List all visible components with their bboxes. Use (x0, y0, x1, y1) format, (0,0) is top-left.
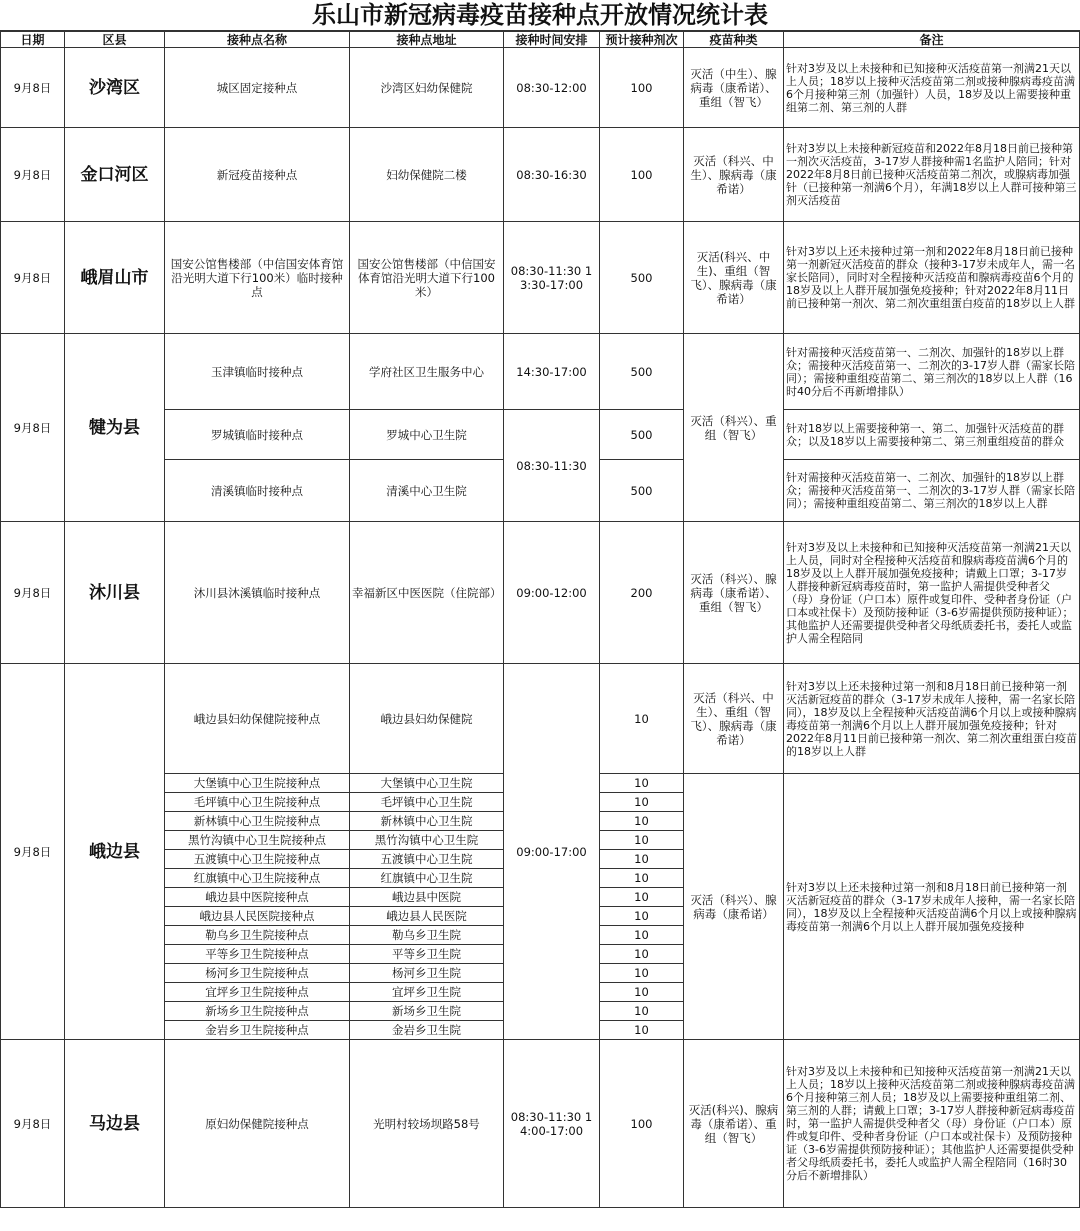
cell-site-address: 金岩乡卫生院 (350, 1021, 504, 1040)
cell-site-address: 峨边县妇幼保健院 (350, 664, 504, 774)
page-title: 乐山市新冠病毒疫苗接种点开放情况统计表 (0, 0, 1080, 31)
cell-site-name: 宜坪乡卫生院接种点 (165, 983, 350, 1002)
cell-doses: 10 (600, 907, 684, 926)
cell-date: 9月8日 (1, 128, 65, 222)
table-row (1, 128, 1080, 222)
cell-site-address: 国安公馆售楼部（中信国安体育馆沿光明大道下行100米） (350, 222, 504, 334)
cell-time: 08:30-11:30 13:30-17:00 (504, 222, 600, 334)
cell-site-address: 清溪中心卫生院 (350, 460, 504, 522)
cell-site-address: 学府社区卫生服务中心 (350, 334, 504, 410)
cell-site-name: 平等乡卫生院接种点 (165, 945, 350, 964)
cell-site-address: 大堡镇中心卫生院 (350, 774, 504, 793)
vaccination-table (0, 31, 1080, 1208)
cell-site-address: 黑竹沟镇中心卫生院 (350, 831, 504, 850)
cell-site-name: 沐川县沐溪镇临时接种点 (165, 522, 350, 664)
cell-site-address: 毛坪镇中心卫生院 (350, 793, 504, 812)
cell-site-name: 原妇幼保健院接种点 (165, 1040, 350, 1208)
cell-date: 9月8日 (1, 48, 65, 128)
cell-note: 针对3岁以上还未接种过第一剂和8月18日前已接种第一剂灭活新冠疫苗的群众（3-17岁未成年人接种，需一名家长陪同），18岁及以上全程接种灭活疫苗满6个月以上或接种腺病毒疫苗第一剂满6个月以上人群开展加强免疫接种 (784, 774, 1080, 1040)
cell-site-address: 平等乡卫生院 (350, 945, 504, 964)
table-row (1, 1040, 1080, 1208)
cell-vaccine: 灭活(科兴)、腺病毒（康希诺）、重组（智飞） (684, 1040, 784, 1208)
cell-doses: 100 (600, 128, 684, 222)
cell-doses: 100 (600, 1040, 684, 1208)
cell-district: 犍为县 (65, 334, 165, 522)
table-row (1, 522, 1080, 664)
cell-site-name: 金岩乡卫生院接种点 (165, 1021, 350, 1040)
cell-site-name: 玉津镇临时接种点 (165, 334, 350, 410)
cell-date: 9月8日 (1, 334, 65, 522)
header-note: 备注 (784, 32, 1080, 48)
cell-time: 08:30-12:00 (504, 48, 600, 128)
cell-district: 峨边县 (65, 664, 165, 1040)
cell-district: 金口河区 (65, 128, 165, 222)
cell-vaccine: 灭活（科兴、中生）、重组（智飞）、腺病毒（康希诺） (684, 664, 784, 774)
cell-date: 9月8日 (1, 522, 65, 664)
table-row (1, 334, 1080, 410)
cell-time: 14:30-17:00 (504, 334, 600, 410)
cell-vaccine: 灭活（科兴）、重组（智飞） (684, 334, 784, 522)
cell-doses: 10 (600, 850, 684, 869)
cell-note: 针对3岁及以上未接种和已知接种灭活疫苗第一剂满21天以上人员，同时对全程接种灭活疫苗和腺病毒疫苗满6个月的18岁及以上人群开展加强免疫接种；请戴上口罩；3-17岁人群接种新冠病毒疫苗时，第一监护人需提供受种者父（母）身份证（户口本）原件或复印件、受种者身份证（户口本或社保卡）及预防接种证（3-6岁需提供预防接种证）；其他监护人还需要提供受种者父母纸质委托书，委托人或监护人需全程陪同 (784, 522, 1080, 664)
header-site-address: 接种点地址 (350, 32, 504, 48)
cell-doses: 10 (600, 1002, 684, 1021)
cell-site-name: 大堡镇中心卫生院接种点 (165, 774, 350, 793)
cell-doses: 500 (600, 410, 684, 460)
cell-site-address: 新林镇中心卫生院 (350, 812, 504, 831)
cell-time: 08:30-11:30 (504, 410, 600, 522)
cell-site-address: 杨河乡卫生院 (350, 964, 504, 983)
cell-doses: 10 (600, 793, 684, 812)
cell-doses: 10 (600, 869, 684, 888)
cell-doses: 10 (600, 964, 684, 983)
cell-vaccine: 灭活（科兴）、腺病毒（康希诺） (684, 774, 784, 1040)
cell-note: 针对3岁及以上未接种和已知接种灭活疫苗第一剂满21天以上人员；18岁以上接种灭活疫苗第二剂或接种腺病毒疫苗满6个月接种第三剂人员；18岁及以上需要接种重组第二剂、第三剂的人群；请戴上口罩；3-17岁人群接种新冠病毒疫苗时，第一监护人需提供受种者父（母）身份证（户口本）原件或复印件、受种者身份证（户口本或社保卡）及预防接种证（3-6岁需提供预防接种证）；其他监护人还需要提供受种者父母纸质委托书，委托人或监护人需全程陪同（16时30分后不新增排队） (784, 1040, 1080, 1208)
cell-site-name: 黑竹沟镇中心卫生院接种点 (165, 831, 350, 850)
cell-date: 9月8日 (1, 664, 65, 1040)
cell-site-name: 峨边县妇幼保健院接种点 (165, 664, 350, 774)
cell-site-name: 五渡镇中心卫生院接种点 (165, 850, 350, 869)
cell-district: 马边县 (65, 1040, 165, 1208)
cell-site-name: 毛坪镇中心卫生院接种点 (165, 793, 350, 812)
cell-site-name: 国安公馆售楼部（中信国安体育馆沿光明大道下行100米）临时接种点 (165, 222, 350, 334)
cell-site-address: 红旗镇中心卫生院 (350, 869, 504, 888)
cell-doses: 10 (600, 945, 684, 964)
header-date: 日期 (1, 32, 65, 48)
cell-site-name: 清溪镇临时接种点 (165, 460, 350, 522)
cell-vaccine: 灭活（中生）、腺病毒（康希诺）、重组（智飞） (684, 48, 784, 128)
header-district: 区县 (65, 32, 165, 48)
cell-site-name: 罗城镇临时接种点 (165, 410, 350, 460)
cell-site-name: 峨边县人民医院接种点 (165, 907, 350, 926)
cell-district: 峨眉山市 (65, 222, 165, 334)
table-row (1, 222, 1080, 334)
header-doses: 预计接种剂次 (600, 32, 684, 48)
cell-vaccine: 灭活(科兴、中生)、重组（智飞）、腺病毒（康希诺） (684, 222, 784, 334)
cell-site-address: 光明村较场坝路58号 (350, 1040, 504, 1208)
cell-site-address: 五渡镇中心卫生院 (350, 850, 504, 869)
cell-time: 08:30-16:30 (504, 128, 600, 222)
cell-doses: 10 (600, 926, 684, 945)
cell-note: 针对18岁以上需要接种第一、第二、加强针灭活疫苗的群众；以及18岁以上需要接种第二、第三剂重组疫苗的群众 (784, 410, 1080, 460)
header-site-name: 接种点名称 (165, 32, 350, 48)
cell-date: 9月8日 (1, 222, 65, 334)
cell-site-name: 新场乡卫生院接种点 (165, 1002, 350, 1021)
cell-date: 9月8日 (1, 1040, 65, 1208)
cell-doses: 500 (600, 460, 684, 522)
cell-district: 沙湾区 (65, 48, 165, 128)
cell-doses: 10 (600, 774, 684, 793)
cell-note: 针对3岁以上还未接种过第一剂和8月18日前已接种第一剂灭活新冠疫苗的群众（3-17岁未成年人接种，需一名家长陪同），18岁及以上全程接种灭活疫苗满6个月以上或接种腺病毒疫苗第一剂满6个月以上人群开展加强免疫接种；针对2022年8月11日前已接种第一剂次、第二剂次重组蛋白疫苗的18岁以上人群 (784, 664, 1080, 774)
cell-note: 针对3岁以上还未接种过第一剂和2022年8月18日前已接种第一剂新冠灭活疫苗的群众（接种3-17岁未成年人，需一名家长陪同），同时对全程接种灭活疫苗和腺病毒疫苗6个月的18岁及以上人群开展加强免疫接种；针对2022年8月11日前已接种第一剂次、第二剂次重组蛋白疫苗的18岁以上人群 (784, 222, 1080, 334)
cell-doses: 500 (600, 334, 684, 410)
cell-district: 沐川县 (65, 522, 165, 664)
header-time: 接种时间安排 (504, 32, 600, 48)
cell-site-address: 幸福新区中医医院（住院部） (350, 522, 504, 664)
cell-doses: 10 (600, 1021, 684, 1040)
cell-site-name: 红旗镇中心卫生院接种点 (165, 869, 350, 888)
cell-doses: 10 (600, 888, 684, 907)
cell-site-name: 勒乌乡卫生院接种点 (165, 926, 350, 945)
table-row (1, 48, 1080, 128)
cell-site-name: 城区固定接种点 (165, 48, 350, 128)
cell-site-address: 罗城中心卫生院 (350, 410, 504, 460)
cell-vaccine: 灭活（科兴、中生）、腺病毒（康希诺） (684, 128, 784, 222)
cell-time: 09:00-17:00 (504, 664, 600, 1040)
cell-site-address: 峨边县人民医院 (350, 907, 504, 926)
cell-note: 针对需接种灭活疫苗第一、二剂次、加强针的18岁以上群众；需接种灭活疫苗第一、二剂次的3-17岁人群（需家长陪同）；需接种重组疫苗第二、第三剂次的18岁以上人群（16时40分后不再新增排队） (784, 334, 1080, 410)
cell-note: 针对3岁及以上未接种和已知接种灭活疫苗第一剂满21天以上人员；18岁以上接种灭活疫苗第二剂或接种腺病毒疫苗满6个月接种第三剂（加强针）人员，18岁及以上需要接种重组第二剂、第三剂的人群 (784, 48, 1080, 128)
cell-site-address: 宜坪乡卫生院 (350, 983, 504, 1002)
cell-doses: 10 (600, 812, 684, 831)
cell-site-name: 新冠疫苗接种点 (165, 128, 350, 222)
cell-note: 针对3岁以上未接种新冠疫苗和2022年8月18日前已接种第一剂次灭活疫苗，3-17岁人群接种需1名监护人陪同；针对2022年8月8日前已接种灭活疫苗第二剂次，或腺病毒加强针（已接种第一剂满6个月），年满18岁以上人群可接种第三剂灭活疫苗 (784, 128, 1080, 222)
cell-site-name: 峨边县中医院接种点 (165, 888, 350, 907)
cell-note: 针对需接种灭活疫苗第一、二剂次、加强针的18岁以上群众；需接种灭活疫苗第一、二剂次的3-17岁人群（需家长陪同）；需接种重组疫苗第二、第三剂次的18岁以上人群 (784, 460, 1080, 522)
cell-site-name: 新林镇中心卫生院接种点 (165, 812, 350, 831)
table-row (1, 664, 1080, 774)
cell-site-address: 勒乌乡卫生院 (350, 926, 504, 945)
cell-time: 09:00-12:00 (504, 522, 600, 664)
header-row (1, 32, 1080, 48)
cell-doses: 500 (600, 222, 684, 334)
cell-site-address: 峨边县中医院 (350, 888, 504, 907)
cell-doses: 10 (600, 831, 684, 850)
cell-doses: 10 (600, 664, 684, 774)
header-vaccine: 疫苗种类 (684, 32, 784, 48)
cell-site-address: 沙湾区妇幼保健院 (350, 48, 504, 128)
cell-site-address: 妇幼保健院二楼 (350, 128, 504, 222)
cell-site-name: 杨河乡卫生院接种点 (165, 964, 350, 983)
cell-doses: 100 (600, 48, 684, 128)
cell-time: 08:30-11:30 14:00-17:00 (504, 1040, 600, 1208)
cell-doses: 200 (600, 522, 684, 664)
cell-vaccine: 灭活（科兴）、腺病毒（康希诺）、重组（智飞） (684, 522, 784, 664)
cell-site-address: 新场乡卫生院 (350, 1002, 504, 1021)
cell-doses: 10 (600, 983, 684, 1002)
